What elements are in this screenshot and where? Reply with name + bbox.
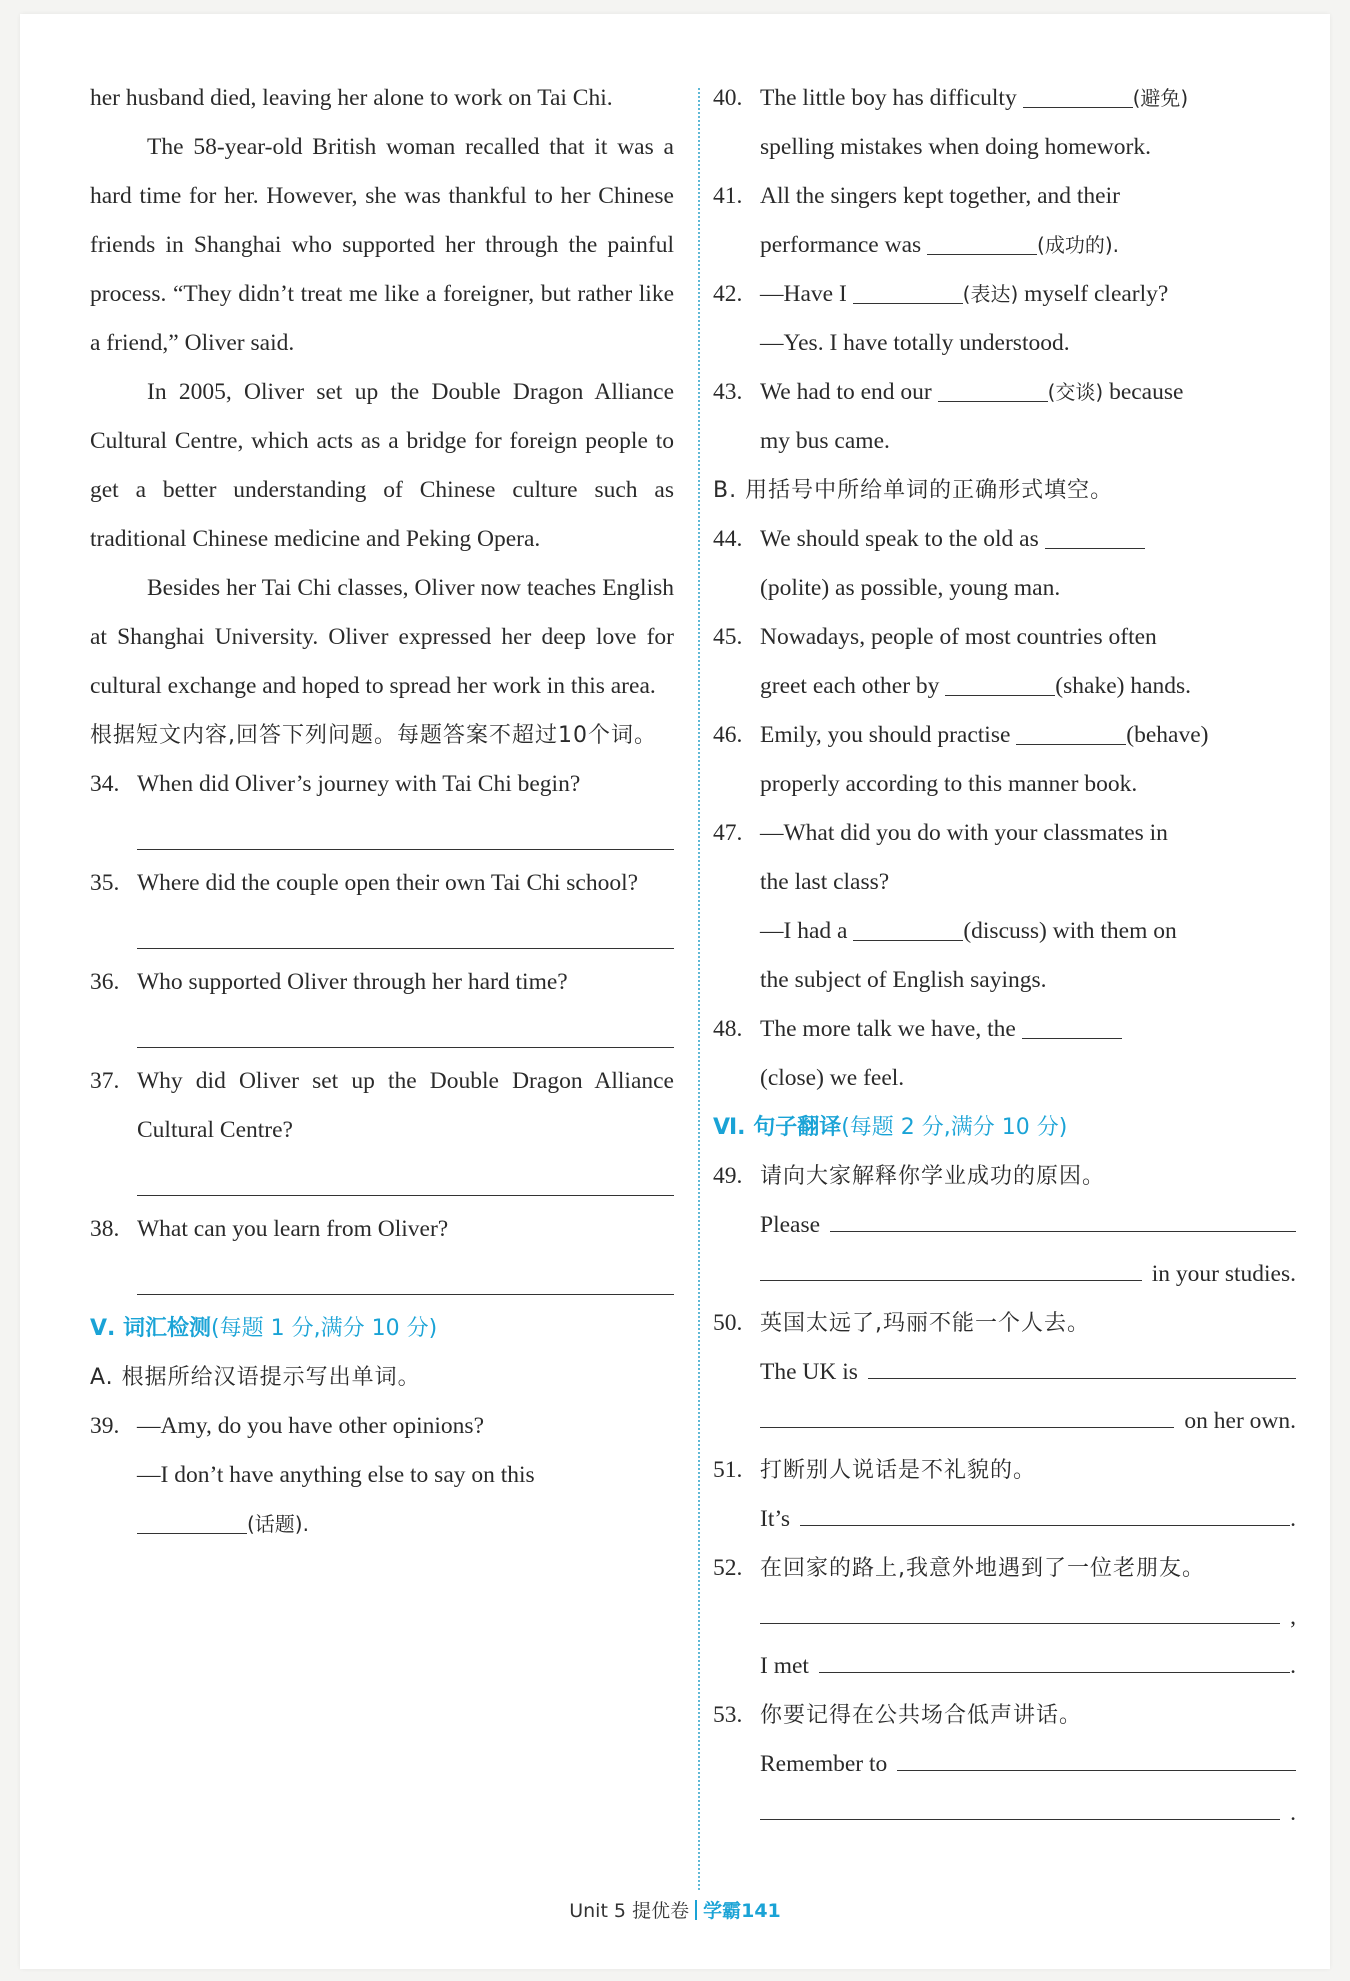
- answer-line-37[interactable]: [137, 1159, 674, 1196]
- section-heading-translation: Ⅵ. 句子翻译(每题 2 分,满分 10 分): [713, 1115, 1068, 1140]
- answer-line-53b[interactable]: [760, 1796, 1280, 1821]
- answer-line-49a[interactable]: [830, 1208, 1296, 1233]
- question-38: 38. What can you learn from Oliver?: [90, 1216, 449, 1242]
- answer-line-35[interactable]: [137, 912, 674, 949]
- blank-39[interactable]: [137, 1510, 247, 1535]
- page-number: 141: [741, 1900, 781, 1922]
- column-divider: [698, 88, 700, 1890]
- section-heading-vocabulary: Ⅴ. 词汇检测(每题 1 分,满分 10 分): [90, 1316, 438, 1341]
- blank-40[interactable]: [1023, 84, 1133, 109]
- blank-41[interactable]: [927, 231, 1037, 256]
- question-53: 53. 你要记得在公共场合低声讲话。: [713, 1702, 1083, 1728]
- passage-paragraph: Besides her Tai Chi classes, Oliver now teaches English at Shanghai University. Oliver expressed her deep love for cultural exchange and hoped to spread her work in this area.: [90, 575, 674, 699]
- question-41: 41. All the singers kept together, and their: [713, 183, 1120, 209]
- question-37: 37. Why did Oliver set up the Double Dragon Alliance Cultural Centre?: [90, 1068, 674, 1143]
- answer-line-49b[interactable]: [760, 1257, 1142, 1282]
- answer-line-52a[interactable]: [760, 1600, 1280, 1625]
- left-column: her husband died, leaving her alone to work on Tai Chi. The 58-year-old British woman recalled that it was a hard time for her. However, she was thankful to her Chinese friends in Shanghai who supported her through the painful process. “They didn’t treat me like a foreigner, but rather like a friend,” Oliver said. In 2005, Oliver set up the Double Dragon Alliance Cultural Centre, which acts as a bridge for foreign people to get a better understanding of Chinese culture such as traditional Chinese medicine and Peking Opera. Besides her Tai Chi classes, Oliver now teaches English at Shanghai University. Oliver expressed her deep love for cultural exchange and hoped to spread her work in this area. 根据短文内容,回答下列问题。每题答案不超过10个词。 34. When did Oliver’s journey with Tai Chi begin? 35. Where did the couple open their own Tai Chi school? 36. Who supported Oliver through her hard time? 37. Why did Oliver set up the Double Dragon Alliance Cultural Centre? 38. What can you learn from Oliver? Ⅴ. 词汇检测(每题 1 分,满分 10 分) A. 根据所给汉语提示写出单词。 39. —Amy, do you have other opinions? —I don’t have anything else to say on this (话题).: [90, 74, 674, 1549]
- question-40: 40. The little boy has difficulty (避免): [713, 85, 1189, 111]
- answer-line-34[interactable]: [137, 813, 674, 850]
- question-42: 42. —Have I (表达) myself clearly?: [713, 281, 1169, 307]
- blank-42[interactable]: [853, 280, 963, 305]
- question-45: 45. Nowadays, people of most countries often: [713, 624, 1157, 650]
- answer-line-50b[interactable]: [760, 1404, 1174, 1429]
- footer-unit-label: Unit 5 提优卷: [569, 1900, 690, 1922]
- blank-45[interactable]: [945, 672, 1055, 697]
- right-column: 40. The little boy has difficulty (避免) spelling mistakes when doing homework. 41. All the singers kept together, and their performance was (成功的). 42. —Have I (表达) myself clearly? —Yes. I have totally understood. 43. We had to end our (交谈) because my bus came. B. 用括号中所给单词的正确形式填空。 44. We should speak to the old as (polite) as possible, young man. 45. Nowadays, people of most countries often greet each other by (shake) hands. 46. Emily, you should practise (behave) properly according to this manner book. 47. —What did you do with your classmates in the last class? —I had a (discuss) with them on the subject of English sayings. 48. The more talk we have, the (close) we feel. Ⅵ. 句子翻译(每题 2 分,满分 10 分) 49. 请向大家解释你学业成功的原因。 Please in your studies. 50. 英国太远了,玛丽不能一个人去。 The UK is on her own. 51. 打断别人说话是不礼貌的。 It’s . 52. 在回家的路上,我意外地遇到了一位老朋友。 , I met . 53. 你要记得在公共场合低声讲话。 Remember to .: [713, 74, 1296, 1838]
- blank-44[interactable]: [1045, 525, 1145, 550]
- blank-46[interactable]: [1016, 721, 1126, 746]
- question-49: 49. 请向大家解释你学业成功的原因。: [713, 1163, 1106, 1189]
- blank-48[interactable]: [1022, 1015, 1122, 1040]
- question-44: 44. We should speak to the old as: [713, 515, 1296, 564]
- question-43: 43. We had to end our (交谈) because: [713, 379, 1184, 405]
- passage-paragraph: In 2005, Oliver set up the Double Dragon Alliance Cultural Centre, which acts as a bridge for foreign people to get a better understanding of Chinese culture such as traditional Chinese medicine and Peking Opera.: [90, 379, 674, 552]
- footer-brand: 学霸: [703, 1900, 742, 1922]
- answer-line-36[interactable]: [137, 1011, 674, 1048]
- question-46: 46. Emily, you should practise (behave): [713, 722, 1209, 748]
- question-48: 48. The more talk we have, the: [713, 1005, 1296, 1054]
- instruction-reading-questions: 根据短文内容,回答下列问题。每题答案不超过10个词。: [90, 723, 657, 748]
- worksheet-page: [20, 14, 1330, 1969]
- question-51: 51. 打断别人说话是不礼貌的。: [713, 1457, 1037, 1483]
- instruction-part-b: B. 用括号中所给单词的正确形式填空。: [713, 478, 1114, 503]
- answer-line-53a[interactable]: [897, 1747, 1296, 1772]
- blank-47[interactable]: [853, 917, 963, 942]
- question-52: 52. 在回家的路上,我意外地遇到了一位老朋友。: [713, 1555, 1205, 1581]
- answer-line-52b[interactable]: [819, 1649, 1290, 1674]
- blank-43[interactable]: [938, 378, 1048, 403]
- passage-paragraph: her husband died, leaving her alone to work on Tai Chi.: [90, 85, 613, 111]
- answer-line-50a[interactable]: [868, 1355, 1296, 1380]
- question-36: 36. Who supported Oliver through her hard time?: [90, 969, 568, 995]
- question-50: 50. 英国太远了,玛丽不能一个人去。: [713, 1310, 1090, 1336]
- footer-separator: [695, 1900, 697, 1920]
- answer-line-38[interactable]: [137, 1258, 674, 1295]
- page-footer: [20, 1896, 1330, 1923]
- question-39: 39. —Amy, do you have other opinions?: [90, 1413, 485, 1439]
- instruction-part-a: A. 根据所给汉语提示写出单词。: [90, 1365, 421, 1390]
- question-35: 35. Where did the couple open their own Tai Chi school?: [90, 870, 639, 896]
- answer-line-51[interactable]: [800, 1502, 1290, 1527]
- question-34: 34. When did Oliver’s journey with Tai Chi begin?: [90, 771, 581, 797]
- passage-paragraph: The 58-year-old British woman recalled that it was a hard time for her. However, she was thankful to her Chinese friends in Shanghai who supported her through the painful process. “They didn’t treat me like a foreigner, but rather like a friend,” Oliver said.: [90, 134, 674, 356]
- question-47: 47. —What did you do with your classmates in: [713, 820, 1168, 846]
